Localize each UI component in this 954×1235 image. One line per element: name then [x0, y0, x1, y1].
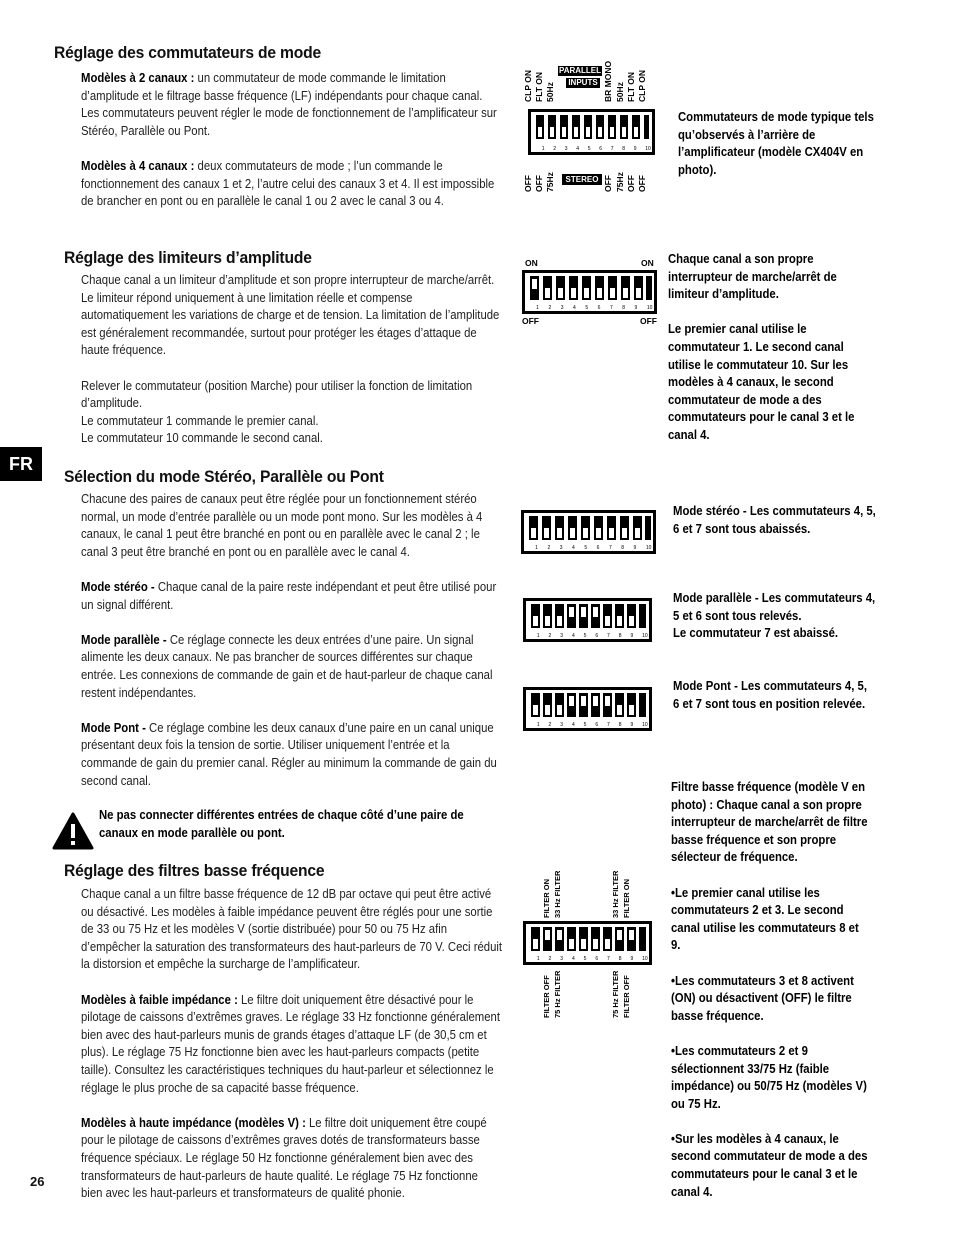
limiter-dip-switch — [522, 270, 657, 314]
switch-number: 9 — [630, 633, 634, 639]
switch-number: 1 — [535, 545, 538, 551]
mode-label-50hz: 50Hz — [545, 82, 555, 102]
switch-number: 5 — [583, 956, 587, 962]
switch-number: 2 — [548, 305, 552, 311]
mode-label-off-3: OFF — [603, 175, 613, 192]
switch-number: 5 — [583, 722, 587, 728]
language-tab: FR — [0, 447, 42, 481]
switch-number: 7 — [610, 146, 614, 152]
filter-label-on-right: FILTER ON — [622, 878, 631, 918]
switch-number: 6 — [597, 305, 601, 311]
switch-number: 5 — [585, 305, 589, 311]
switch-number: 1 — [541, 146, 545, 152]
heading-limiter: Réglage des limiteurs d’amplitude — [64, 248, 312, 267]
mode-label-clp-on-2: CLP ON — [637, 70, 647, 102]
switch-number: 1 — [536, 305, 539, 311]
switch-number: 8 — [622, 305, 626, 311]
switch-number: 9 — [630, 956, 634, 962]
switch-number: 8 — [618, 722, 622, 728]
limiter-off-left: OFF — [522, 316, 539, 326]
bridge-caption: Mode Pont - Les commutateurs 4, 5, 6 et 7 sont tous en position relevée. — [673, 679, 867, 711]
switch-number: 8 — [618, 956, 622, 962]
mode-label-off-1: OFF — [523, 175, 533, 192]
switch-number: 7 — [607, 633, 610, 639]
mode-label-clp-on: CLP ON — [523, 70, 533, 102]
filter-label-off-right: FILTER OFF — [622, 975, 631, 1018]
filter-label-33hz-right: 33 Hz FILTER — [611, 870, 620, 918]
switch-number: 3 — [560, 722, 564, 728]
mode-label-off-4: OFF — [626, 175, 636, 192]
switch-number: 7 — [608, 545, 612, 551]
switch-number: 1 — [536, 956, 540, 962]
switch-number: 3 — [560, 956, 564, 962]
switch-number: 4 — [571, 956, 575, 962]
switch-number: 6 — [596, 545, 600, 551]
switch-number: 10 — [646, 305, 653, 311]
page-number: 26 — [30, 1174, 45, 1189]
switch-number: 2 — [548, 956, 552, 962]
switch-number: 4 — [576, 146, 580, 152]
mode-body: Modèles à 2 canaux : un commutateur de mode commande le limitation d’amplitude et le filtrage basse fréquence (LF) indépendants pour chaque canal. Les commutateurs peuvent régler le mode de fonctionnement de l’amplificateur sur Stéréo, Parallèle ou Pont. Modèles à 4 canaux : deux commutateurs de mode ; l’un commande le fonctionnement des canaux 1 et 2, l’autre celui des canaux 3 et 4. Il est impossible de brancher en pont ou en parallèle le canal 1 ou 2 avec le canal 3 ou 4. — [81, 71, 497, 209]
switch-number: 3 — [564, 146, 568, 152]
warning-text: Ne pas connecter différentes entrées de chaque côté d’une paire de canaux en mode parallèle ou pont. — [99, 808, 464, 840]
switch-number: 2 — [548, 633, 552, 639]
mode-label-50hz-2: 50Hz — [615, 82, 625, 102]
switch-number: 1 — [536, 722, 540, 728]
mode-switch-diagram — [522, 60, 657, 192]
switch-number: 9 — [633, 146, 637, 152]
limiter-body: Chaque canal a un limiteur d’amplitude et son propre interrupteur de marche/arrêt. Le limiteur répond uniquement à une limitation réelle et compense automatiquement les variations de charge et de tension. La limitation de l’amplitude est généralement recommandée, surtout pour protéger les étages d’attaque de haute fréquence. Relever le commutateur (position Marche) pour utiliser la fonction de limitation d’amplitude. Le commutateur 1 commande le premier canal. Le commutateur 10 commande le second canal. — [81, 273, 500, 446]
switch-number: 10 — [645, 545, 652, 551]
switch-number: 4 — [571, 633, 575, 639]
switch-number: 6 — [595, 956, 599, 962]
switch-number: 2 — [547, 545, 551, 551]
switch-number: 8 — [618, 633, 622, 639]
switch-number: 10 — [645, 146, 651, 152]
parallel-mode-switch — [523, 598, 652, 642]
switch-number: 10 — [642, 956, 648, 962]
switch-number: 6 — [599, 146, 603, 152]
filter-dip-switch — [523, 921, 652, 965]
filter-label-33hz-left: 33 Hz FILTER — [553, 870, 562, 918]
mode-label-75hz-2: 75Hz — [615, 172, 625, 192]
mode-caption: Commutateurs de mode typique tels qu’observés à l’arrière de l’amplificateur (modèle CX404V en photo). — [678, 110, 874, 177]
filter-caption: Filtre basse fréquence (modèle V en photo) : Chaque canal a son propre interrupteur de marche/arrêt de filtre basse fréquence et son propre sélecteur de fréquence. •Le premier canal utilise les commutateurs 2 et 3. Le second canal utilise les commutateurs 8 et 9. •Les commutateurs 3 et 8 activent (ON) ou désactivent (OFF) le filtre basse fréquence. •Les commutateurs 2 et 9 sélectionnent 33/75 Hz (faible impédance) ou 50/75 Hz (modèles V) ou 75 Hz. •Sur les modèles à 4 canaux, le second commutateur de mode a des commutateurs pour le canal 3 et le canal 4. — [671, 780, 868, 1199]
switch-number: 5 — [583, 633, 587, 639]
switch-number: 6 — [595, 722, 599, 728]
switch-number: 5 — [584, 545, 588, 551]
bridge-mode-switch — [523, 687, 652, 731]
switch-number: 2 — [553, 146, 557, 152]
mode-label-inputs: INPUTS — [566, 78, 600, 88]
switch-number: 9 — [634, 305, 638, 311]
switch-number: 10 — [642, 633, 648, 639]
limiter-on-left: ON — [525, 258, 538, 268]
heading-filter: Réglage des filtres basse fréquence — [64, 861, 325, 880]
limiter-caption: Chaque canal a son propre interrupteur de marche/arrêt de limiteur d’amplitude. Le premier canal utilise le commutateur 1. Le second canal utilise le commutateur 10. Sur les modèles à 4 canaux, le second commutateur de mode a des commutateurs pour le canal 3 et le canal 4. — [668, 252, 855, 442]
stereo-body: Chacune des paires de canaux peut être réglée pour un fonctionnement stéréo normal, un mode d’entrée parallèle ou un mode pont mono. Sur les modèles à 4 canaux, le canal 1 peut être branché en pont ou en parallèle avec le canal 2 ; le canal 3 peut être branché en pont ou en parallèle avec le canal 4. Mode stéréo - Chaque canal de la paire reste indépendant et peut être utilisé pour un signal différent. Mode parallèle - Ce réglage connecte les deux entrées d’une paire. Un signal alimente les deux canaux. Ne pas brancher de sources différentes sur chaque entrée. Les connexions de commande de gain et de haut-parleur de chaque canal restent indépendantes. Mode Pont - Ce réglage combine les deux canaux d’une paire en un canal unique présentant deux fois la tension de sortie. Utiliser uniquement l’entrée et la commande de gain du premier canal. Régler au minimum la commande de gain du second canal. — [81, 492, 497, 788]
filter-label-75hz-right: 75 Hz FILTER — [611, 970, 620, 1018]
switch-number: 4 — [571, 722, 575, 728]
mode-label-stereo: STEREO — [562, 174, 602, 185]
mode-label-off-5: OFF — [637, 175, 647, 192]
switch-number: 3 — [560, 633, 564, 639]
switch-number: 3 — [559, 545, 563, 551]
switch-number: 2 — [548, 722, 552, 728]
heading-mode: Réglage des commutateurs de mode — [54, 43, 322, 62]
filter-label-off-left: FILTER OFF — [542, 975, 551, 1018]
mode-label-parallel: PARALLEL — [558, 66, 602, 75]
parallel-caption: Mode parallèle - Les commutateurs 4, 5 et 6 sont tous relevés. Le commutateur 7 est abaissé. — [673, 591, 876, 641]
limiter-off-right: OFF — [640, 316, 657, 326]
mode-label-flt-on-2: FLT ON — [626, 71, 636, 102]
switch-number: 7 — [607, 722, 610, 728]
switch-number: 8 — [622, 146, 626, 152]
switch-number: 9 — [633, 545, 637, 551]
stereo-mode-switch — [521, 510, 656, 554]
stereo-caption: Mode stéréo - Les commutateurs 4, 5, 6 et 7 sont tous abaissés. — [673, 504, 876, 536]
switch-number: 10 — [642, 722, 648, 728]
mode-dip-switch — [528, 109, 655, 155]
mode-label-75hz: 75Hz — [545, 172, 555, 192]
filter-label-on-left: FILTER ON — [542, 878, 551, 918]
switch-number: 3 — [560, 305, 564, 311]
switch-number: 4 — [572, 545, 575, 551]
filter-label-75hz-left: 75 Hz FILTER — [553, 970, 562, 1018]
switch-number: 8 — [621, 545, 625, 551]
filter-body: Chaque canal a un filtre basse fréquence de 12 dB par octave qui peut être activé ou désactivé. Les modèles à faible impédance peuvent être réglés pour une sortie de 33 ou 75 Hz et les modèles V (sortie distribuée) pour 50 ou 75 Hz afin d’empêcher la saturation des transformateurs des haut-parleurs de 70 V. Ceci réduit la distorsion et empêche la surcharge de l’amplificateur. Modèles à faible impédance : Le filtre doit uniquement être désactivé pour le pilotage de caissons d’extrêmes graves. Le réglage 33 Hz fonctionne généralement bien avec des haut-parleurs munis de grands étages d’attaque LF (de 30,5 cm et plus). Le réglage 75 Hz fonctionne bien avec les haut-parleurs compacts (petite taille). Consultez les caractéristiques techniques du haut-parleur et sélectionnez le réglage le plus proche de sa capacité basse fréquence. Modèles à haute impédance (modèles V) : Le filtre doit uniquement être coupé pour le pilotage de caissons d’extrêmes graves dotés de transformateurs basse fréquence spéciaux. Le réglage 50 Hz fonctionne généralement bien avec des transformateurs de haut-parleurs de haute qualité. Le réglage 75 Hz fonctionne bien avec les haut-parleurs et transformateurs de qualité phonie. — [81, 887, 503, 1201]
limiter-on-right: ON — [641, 258, 654, 268]
mode-label-off-2: OFF — [534, 175, 544, 192]
switch-number: 4 — [573, 305, 576, 311]
switch-number: 6 — [595, 633, 599, 639]
switch-number: 7 — [609, 305, 613, 311]
switch-number: 5 — [587, 146, 591, 152]
switch-number: 9 — [630, 722, 634, 728]
warning-icon — [52, 812, 94, 850]
heading-stereo: Sélection du mode Stéréo, Parallèle ou Pont — [64, 467, 384, 486]
mode-label-flt-on: FLT ON — [534, 71, 544, 102]
switch-number: 7 — [607, 956, 610, 962]
switch-number: 1 — [536, 633, 540, 639]
mode-label-br-mono: BR MONO — [603, 60, 613, 102]
